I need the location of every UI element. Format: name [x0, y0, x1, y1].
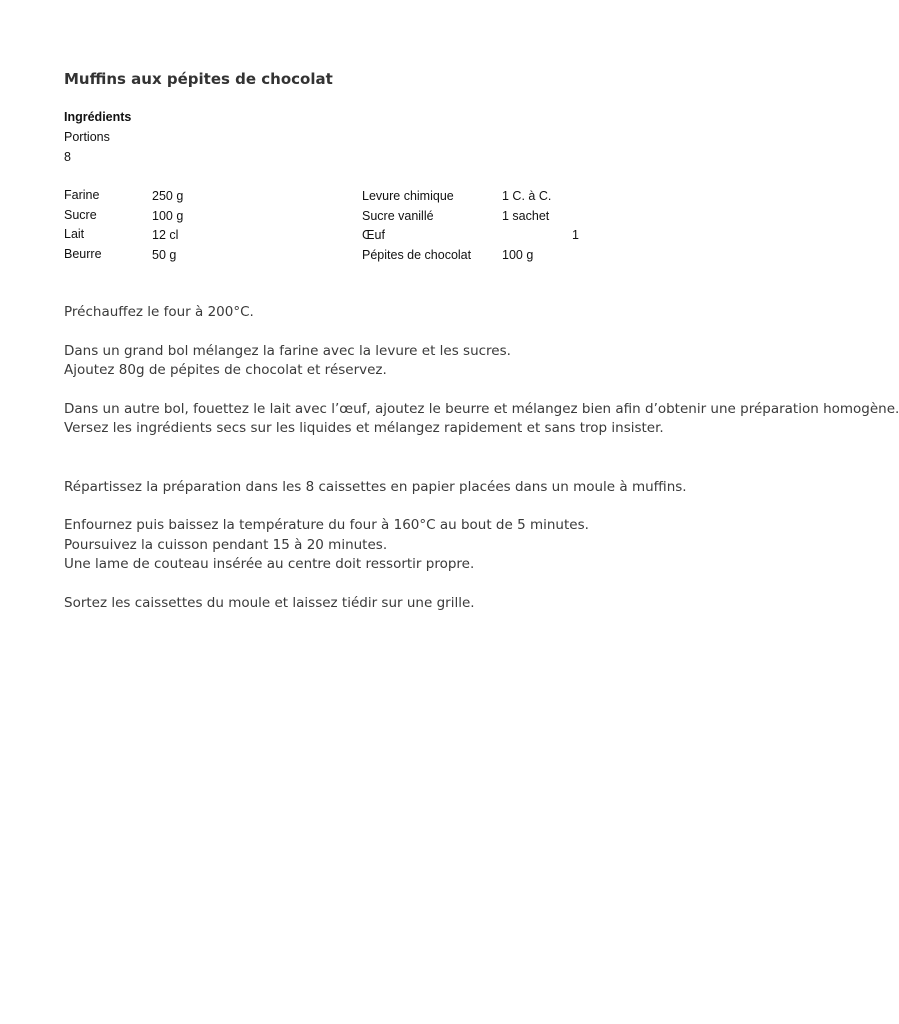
ingredient-quantity: 12 cl — [152, 228, 179, 242]
portions-value: 8 — [64, 150, 71, 164]
instruction-line — [64, 497, 661, 516]
instruction-line: Poursuivez la cuisson pendant 15 à 20 minutes. — [64, 536, 388, 553]
instruction-line — [64, 381, 661, 400]
ingredient-name: Pépites de chocolat — [362, 247, 472, 262]
ingredient-name: Farine — [64, 188, 100, 202]
ingredient-row — [64, 226, 664, 246]
instruction-line: Versez les ingrédients secs sur les liquides et mélangez rapidement et sans trop insister. — [64, 420, 664, 437]
instruction-line: Enfournez puis baissez la température du four à 160°C au bout de 5 minutes. — [64, 517, 589, 534]
ingredient-name: Sucre — [64, 207, 97, 222]
ingredients-table — [64, 187, 664, 265]
recipe-instructions — [64, 303, 899, 613]
ingredient-quantity: 1 — [572, 228, 579, 242]
instruction-line: Une lame de couteau insérée au centre doit ressortir propre. — [64, 556, 475, 573]
portions-label: Portions — [64, 130, 110, 144]
ingredient-name: Lait — [64, 227, 85, 241]
ingredient-name: Sucre vanillé — [362, 208, 434, 223]
instruction-line: Dans un grand bol mélangez la farine avec la levure et les sucres. — [64, 342, 511, 359]
ingredients-heading: Ingrédients — [64, 110, 132, 124]
ingredient-quantity: 100 g — [152, 208, 184, 223]
ingredient-quantity: 1 C. à C. — [502, 189, 552, 203]
instruction-line: Sortez les caissettes du moule et laissez tiédir sur une grille. — [64, 594, 475, 611]
instruction-line — [64, 458, 661, 477]
ingredient-quantity: 250 g — [152, 189, 184, 203]
ingredient-quantity: 100 g — [502, 247, 534, 262]
instruction-line: Dans un autre bol, fouettez le lait avec l’œuf, ajoutez le beurre et mélangez bien afin d’obtenir une préparation homogène. — [64, 400, 899, 417]
ingredient-quantity: 1 sachet — [502, 208, 550, 223]
instruction-line: Répartissez la préparation dans les 8 caissettes en papier placées dans un moule à muffins. — [64, 478, 687, 495]
instruction-line — [64, 439, 661, 458]
ingredients-header-block — [64, 109, 131, 169]
instruction-line — [64, 574, 661, 593]
instruction-line — [64, 322, 661, 341]
instruction-line: Ajoutez 80g de pépites de chocolat et réservez. — [64, 362, 387, 379]
ingredient-name: Levure chimique — [362, 189, 454, 203]
instruction-line: Préchauffez le four à 200°C. — [64, 304, 254, 320]
ingredient-name: Beurre — [64, 246, 102, 261]
ingredient-row — [64, 187, 664, 207]
ingredient-name: Œuf — [362, 228, 385, 242]
recipe-title: Muffins aux pépites de chocolat — [64, 70, 333, 88]
ingredient-quantity: 50 g — [152, 247, 177, 262]
ingredient-row — [64, 207, 664, 227]
ingredient-row — [64, 246, 664, 266]
